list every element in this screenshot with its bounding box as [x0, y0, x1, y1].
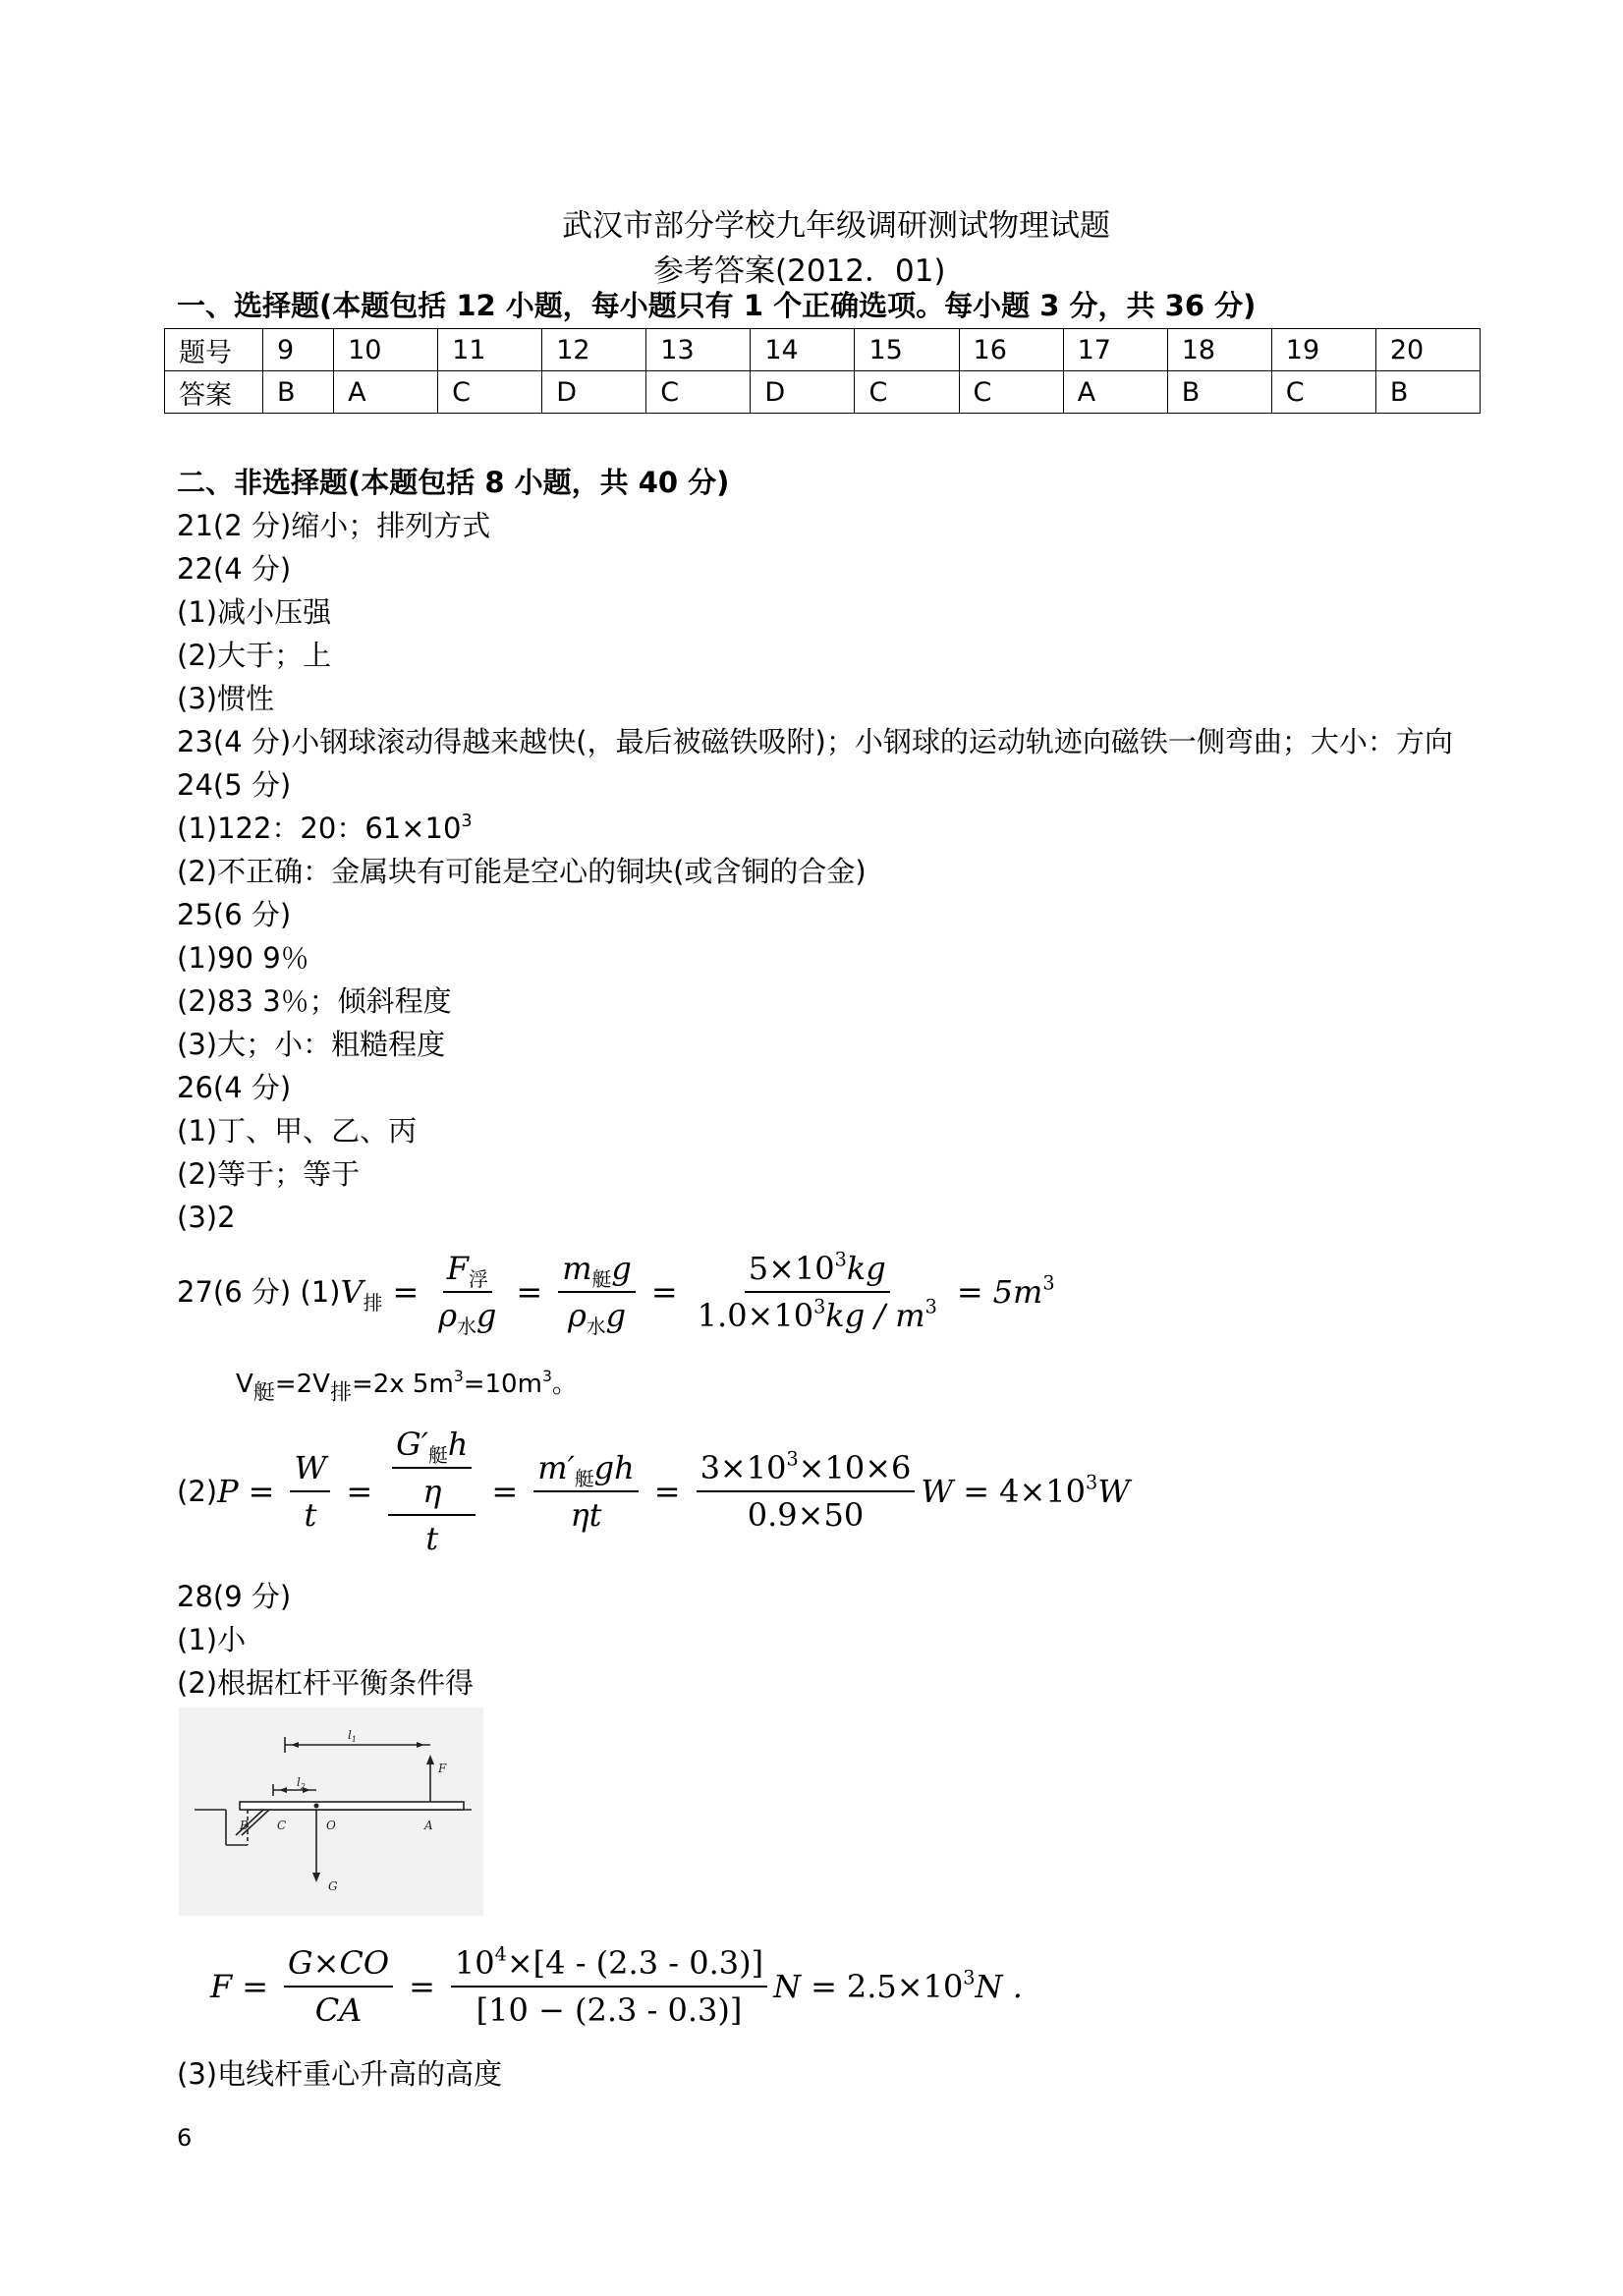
q27-prefix: 27(6 分) (1) [177, 1275, 341, 1309]
answer-cell: A [334, 371, 438, 414]
label-f: F [438, 1762, 447, 1775]
answer-line: (2)等于；等于 [177, 1157, 361, 1191]
subscript: 艇 [574, 1467, 594, 1490]
question-number: 19 [1271, 329, 1375, 371]
exponent: 3 [813, 1295, 826, 1318]
denominator: CA [314, 1991, 363, 2029]
symbol-t: t [304, 1496, 317, 1534]
answer-line: 26(4 分) [177, 1071, 292, 1104]
answer-line: (1)90 9％ [177, 941, 309, 975]
text: V [236, 1370, 253, 1399]
exponent: 3 [786, 1447, 799, 1471]
exponent: 4 [494, 1942, 507, 1966]
answer-line-q24-1 [177, 812, 473, 845]
fraction [533, 1449, 639, 1534]
inner-fraction [392, 1426, 472, 1510]
question-number: 15 [855, 329, 959, 371]
unit: kg [846, 1250, 886, 1287]
question-number: 11 [438, 329, 542, 371]
numerator: 10 [454, 1944, 495, 1982]
question-number: 18 [1167, 329, 1271, 371]
subscript: 排 [363, 1291, 383, 1315]
fraction [290, 1449, 330, 1534]
question-number: 17 [1063, 329, 1167, 371]
symbol-t: t [425, 1520, 439, 1557]
text: =2x 5m [351, 1370, 454, 1399]
numerator-tail: ×[4 - (2.3 - 0.3)] [506, 1944, 764, 1982]
unit-n: N [773, 1968, 802, 2005]
numerator-tail: ×10×6 [798, 1449, 912, 1486]
fraction [434, 1250, 500, 1338]
answer-cell: A [1063, 371, 1167, 414]
question-number: 14 [751, 329, 855, 371]
q27-formula-1: 27(6 分) (1) $V_排$ = $\frac{F_浮}{\rho_水g}$ = $\frac{m_艇g}{\rho_水g}$ = $\frac{5\times 10^3kg}{1.0\times 10^3kg / m^3}$ = $5m^3$ [177, 1248, 1055, 1338]
answer-table [164, 328, 1481, 414]
page-number: 6 [177, 2124, 193, 2152]
answer-line: (3)惯性 [177, 682, 275, 715]
result: 4×10 [999, 1473, 1086, 1510]
symbol-h: h [447, 1426, 469, 1463]
text: =10m [463, 1370, 542, 1399]
label-b: B [240, 1819, 249, 1832]
answer-line: (3)电线杆重心升高的高度 [177, 2057, 503, 2091]
symbol-f: F [210, 1968, 233, 2005]
symbol-rho: ρ [438, 1297, 458, 1334]
answer-cell: D [542, 371, 646, 414]
question-number: 12 [542, 329, 646, 371]
exponent: 3 [963, 1966, 976, 1989]
question-number: 16 [959, 329, 1063, 371]
symbol-g: g [476, 1297, 497, 1334]
numerator: 5×10 [748, 1250, 835, 1287]
text: =2V [274, 1370, 330, 1399]
label-l1-base: l [348, 1728, 352, 1742]
answer-cell: B [263, 371, 334, 414]
exponent: 3 [924, 1295, 937, 1318]
answer-line: (2)不正确：金属块有可能是空心的铜块(或含铜的合金) [177, 855, 867, 888]
answer-line: 28(9 分) [177, 1580, 292, 1613]
symbol-m-prime: m′ [537, 1449, 575, 1486]
answer-cell: C [438, 371, 542, 414]
fraction [451, 1944, 767, 2029]
page-subtitle: 参考答案(2012．01) [653, 253, 946, 289]
answer-cell: C [959, 371, 1063, 414]
label-a: A [424, 1819, 433, 1832]
symbol-eta-t: ηt [570, 1496, 602, 1534]
result: 2.5×10 [846, 1968, 964, 2005]
label-l1-sub: 1 [351, 1735, 357, 1744]
answer-line: 22(4 分) [177, 552, 292, 586]
q27-line2 [236, 1368, 578, 1406]
fraction [558, 1250, 636, 1338]
denominator: 0.9×50 [747, 1496, 865, 1534]
exponent: 3 [1085, 1471, 1098, 1494]
exponent: 3 [834, 1248, 847, 1271]
answer-cell: D [751, 371, 855, 414]
exponent: 3 [1042, 1271, 1055, 1295]
label-c: C [277, 1819, 287, 1832]
answer-line: (2)大于；上 [177, 639, 332, 672]
subscript: 艇 [427, 1443, 448, 1467]
subscript: 艇 [252, 1380, 275, 1406]
symbol-g: g [605, 1297, 627, 1334]
unit-w: W [921, 1473, 954, 1510]
label-l2-sub: 2 [300, 1782, 306, 1791]
section2-heading: 二、非选择题(本题包括 8 小题，共 40 分) [177, 466, 730, 499]
exponent: 3 [453, 1368, 464, 1386]
fraction [697, 1449, 916, 1534]
fraction [694, 1250, 941, 1334]
question-number: 20 [1375, 329, 1480, 371]
unit: kg / m [825, 1297, 925, 1334]
result: 5m [992, 1273, 1043, 1311]
answer-line: (2)根据杠杆平衡条件得 [177, 1666, 475, 1700]
answer-line: (1)减小压强 [177, 595, 332, 629]
answer-text: (1)122：20：61×10 [177, 812, 462, 845]
answer-table-answer-row [165, 371, 1481, 414]
answer-line: (1)丁、甲、乙、丙 [177, 1114, 418, 1148]
label-l2-base: l [297, 1775, 301, 1789]
subscript: 艇 [591, 1267, 612, 1291]
compound-fraction [388, 1426, 476, 1557]
point-o [314, 1804, 319, 1809]
subscript: 水 [586, 1315, 606, 1338]
answer-cell: B [1167, 371, 1271, 414]
answer-cell: C [855, 371, 959, 414]
unit: N . [975, 1968, 1023, 2005]
section1-heading: 一、选择题(本题包括 12 小题，每小题只有 1 个正确选项。每小题 3 分，共 36 分) [177, 289, 1257, 322]
answer-line: (3)2 [177, 1201, 236, 1234]
numerator: G×CO [284, 1944, 393, 1988]
q27-formula-2: (2) P = $\frac{W}{t}$ = $\frac{\frac{G'_艇h}{\eta}}{t}$ = $\frac{m'_艇gh}{\eta t}$ = $\frac{3\times 10^3\times 10\times 6}{0.9\times 50}$ W = $4\times 10^3W$ [177, 1426, 1131, 1557]
q28-formula: F = $\frac{G\times CO}{CA}$ = $\frac{10^4\times[4 - (2.3 - 0.3)]}{[10 - (2.3 - 0.3)]}$ N = $2.5\times 10^3N$ . [210, 1942, 1023, 2029]
symbol-f: F [446, 1250, 469, 1287]
fraction [284, 1944, 393, 2029]
answer-line: 24(5 分) [177, 768, 292, 802]
symbol-gh: gh [593, 1449, 635, 1486]
answer-cell: C [646, 371, 751, 414]
answer-cell: B [1375, 371, 1480, 414]
answer-line: 23(4 分)小钢球滚动得越来越快(，最后被磁铁吸附)；小钢球的运动轨迹向磁铁一侧弯曲；大小：方向 [177, 725, 1453, 758]
question-number: 13 [646, 329, 751, 371]
answer-table-header-number: 题号 [165, 329, 263, 371]
unit: W [1097, 1473, 1131, 1510]
page-title: 武汉市部分学校九年级调研测试物理试题 [562, 208, 1110, 244]
q27-2-prefix: (2) [177, 1475, 218, 1508]
symbol-rho: ρ [567, 1297, 587, 1334]
subscript: 浮 [469, 1267, 488, 1291]
symbol-eta: η [422, 1473, 442, 1510]
denominator: [10 − (2.3 - 0.3)] [476, 1991, 743, 2029]
answer-line: (3)大；小：粗糙程度 [177, 1028, 446, 1061]
text: 。 [551, 1370, 578, 1399]
subscript: 水 [457, 1315, 476, 1338]
question-number: 10 [334, 329, 438, 371]
symbol-w: W [290, 1449, 330, 1492]
answer-line: 21(2 分)缩小；排列方式 [177, 509, 491, 542]
answer-cell: C [1271, 371, 1375, 414]
symbol-v: V [340, 1273, 364, 1311]
numerator: 3×10 [700, 1449, 787, 1486]
symbol-m: m [562, 1250, 592, 1287]
answer-line: 25(6 分) [177, 898, 292, 931]
symbol-g: g [611, 1250, 632, 1287]
answer-table-number-row [165, 329, 1481, 371]
label-o: O [326, 1819, 336, 1832]
denominator: 1.0×10 [697, 1297, 814, 1334]
subscript: 排 [329, 1380, 352, 1406]
exponent: 3 [461, 811, 473, 831]
answer-line: (1)小 [177, 1623, 247, 1656]
label-g: G [328, 1879, 338, 1893]
answer-table-header-answer: 答案 [165, 371, 263, 414]
answer-line: (2)83 3％；倾斜程度 [177, 984, 452, 1018]
symbol-p: P [217, 1473, 239, 1510]
lever-diagram [179, 1708, 483, 1916]
question-number: 9 [263, 329, 334, 371]
symbol-g-prime: G′ [396, 1426, 428, 1463]
exponent: 3 [541, 1368, 552, 1386]
lever-pole [240, 1802, 464, 1810]
